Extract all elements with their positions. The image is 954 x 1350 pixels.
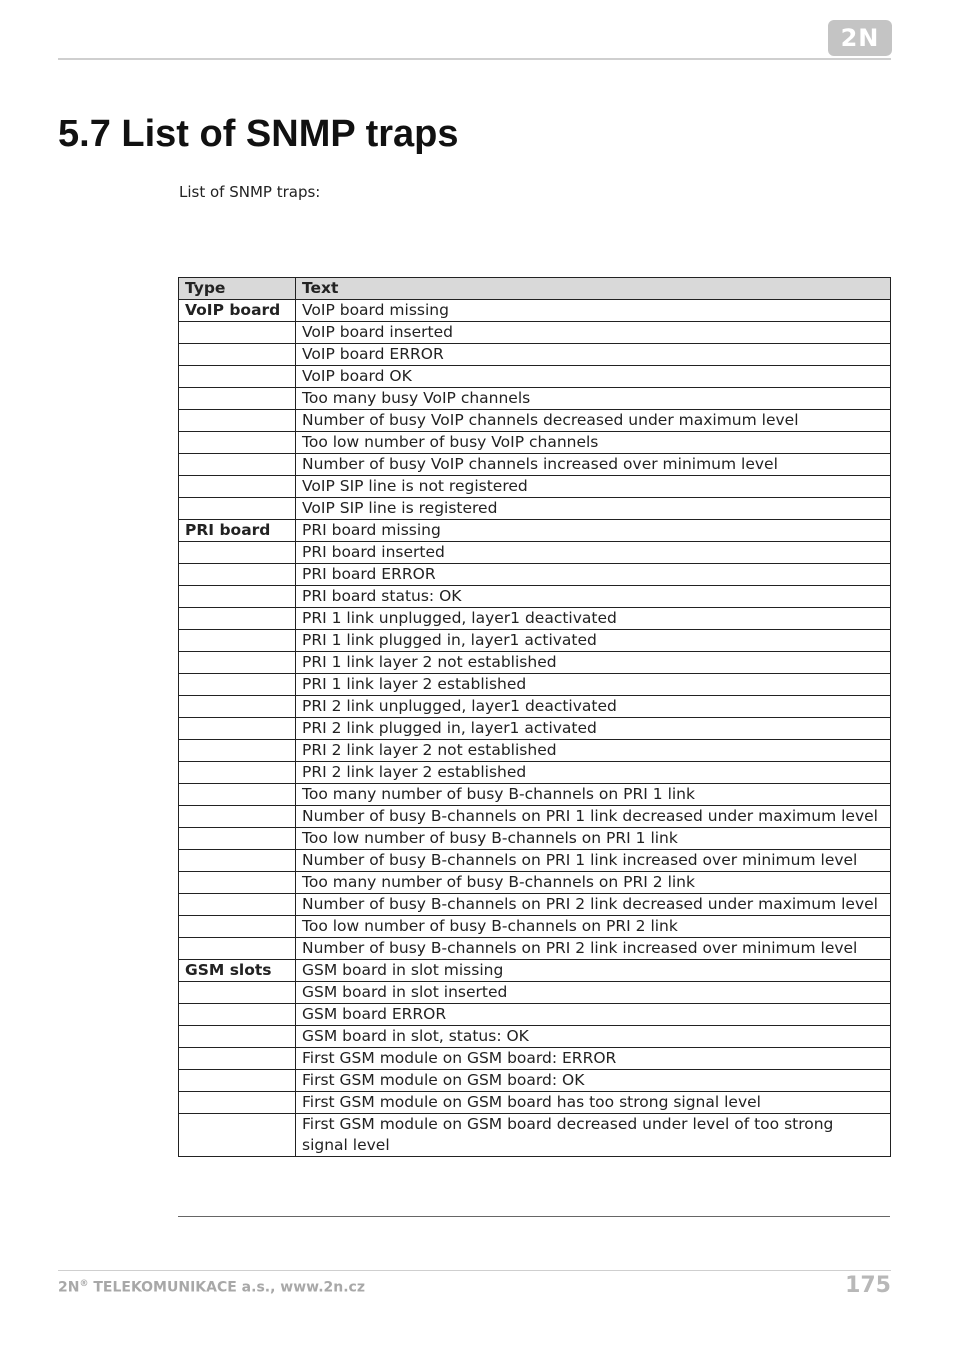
trap-text-cell: VoIP board inserted bbox=[296, 322, 891, 344]
table-row bbox=[179, 410, 891, 432]
trap-text-cell: PRI 1 link layer 2 established bbox=[296, 674, 891, 696]
table-row bbox=[179, 784, 891, 806]
type-cell: GSM slots bbox=[179, 960, 296, 982]
table-row bbox=[179, 1114, 891, 1157]
table-row bbox=[179, 740, 891, 762]
trap-text-cell: PRI board ERROR bbox=[296, 564, 891, 586]
trap-text-cell: VoIP board missing bbox=[296, 300, 891, 322]
table-row bbox=[179, 432, 891, 454]
type-cell bbox=[179, 674, 296, 696]
type-cell bbox=[179, 1004, 296, 1026]
type-cell bbox=[179, 454, 296, 476]
table-row bbox=[179, 982, 891, 1004]
table-row bbox=[179, 894, 891, 916]
trap-text-cell: PRI 2 link unplugged, layer1 deactivated bbox=[296, 696, 891, 718]
type-cell bbox=[179, 828, 296, 850]
trap-text-cell: First GSM module on GSM board has too strong signal level bbox=[296, 1092, 891, 1114]
type-cell bbox=[179, 586, 296, 608]
type-cell bbox=[179, 366, 296, 388]
table-header-row bbox=[179, 278, 891, 300]
type-cell bbox=[179, 630, 296, 652]
table-row bbox=[179, 762, 891, 784]
footer-company-prefix: 2N bbox=[58, 1279, 80, 1296]
table-row bbox=[179, 696, 891, 718]
type-cell bbox=[179, 432, 296, 454]
page-number: 175 bbox=[845, 1273, 891, 1298]
type-cell bbox=[179, 608, 296, 630]
type-cell bbox=[179, 388, 296, 410]
trap-text-cell: Too low number of busy VoIP channels bbox=[296, 432, 891, 454]
type-cell bbox=[179, 1048, 296, 1070]
type-cell bbox=[179, 784, 296, 806]
column-header-type: Type bbox=[179, 278, 296, 300]
table-row bbox=[179, 718, 891, 740]
type-cell bbox=[179, 762, 296, 784]
table-row bbox=[179, 300, 891, 322]
registered-mark: ® bbox=[79, 1279, 89, 1289]
trap-text-cell: First GSM module on GSM board: OK bbox=[296, 1070, 891, 1092]
type-cell bbox=[179, 344, 296, 366]
table-row bbox=[179, 872, 891, 894]
table-row bbox=[179, 586, 891, 608]
type-cell bbox=[179, 938, 296, 960]
intro-text: List of SNMP traps: bbox=[179, 183, 321, 201]
trap-text-cell: PRI 2 link layer 2 not established bbox=[296, 740, 891, 762]
type-cell bbox=[179, 806, 296, 828]
type-cell bbox=[179, 322, 296, 344]
trap-text-cell: VoIP SIP line is registered bbox=[296, 498, 891, 520]
table-row bbox=[179, 674, 891, 696]
type-cell: VoIP board bbox=[179, 300, 296, 322]
trap-text-cell: PRI board missing bbox=[296, 520, 891, 542]
table-row bbox=[179, 564, 891, 586]
trap-text-cell: GSM board ERROR bbox=[296, 1004, 891, 1026]
trap-text-cell: VoIP SIP line is not registered bbox=[296, 476, 891, 498]
type-cell bbox=[179, 542, 296, 564]
trap-text-cell: First GSM module on GSM board decreased under level of too strong signal level bbox=[296, 1114, 891, 1157]
type-cell bbox=[179, 1026, 296, 1048]
trap-text-cell: Number of busy VoIP channels decreased under maximum level bbox=[296, 410, 891, 432]
table-row bbox=[179, 388, 891, 410]
table-row bbox=[179, 850, 891, 872]
type-cell: PRI board bbox=[179, 520, 296, 542]
table-row bbox=[179, 344, 891, 366]
type-cell bbox=[179, 1070, 296, 1092]
trap-text-cell: Too many number of busy B-channels on PRI 1 link bbox=[296, 784, 891, 806]
type-cell bbox=[179, 410, 296, 432]
type-cell bbox=[179, 740, 296, 762]
type-cell bbox=[179, 476, 296, 498]
page-title: 5.7 List of SNMP traps bbox=[58, 113, 459, 155]
type-cell bbox=[179, 850, 296, 872]
trap-text-cell: Number of busy B-channels on PRI 2 link increased over minimum level bbox=[296, 938, 891, 960]
trap-text-cell: PRI board status: OK bbox=[296, 586, 891, 608]
trap-text-cell: Too low number of busy B-channels on PRI 1 link bbox=[296, 828, 891, 850]
table-row bbox=[179, 828, 891, 850]
table-body bbox=[179, 300, 891, 1157]
table-row bbox=[179, 1026, 891, 1048]
type-cell bbox=[179, 696, 296, 718]
type-cell bbox=[179, 894, 296, 916]
type-cell bbox=[179, 1114, 296, 1157]
type-cell bbox=[179, 718, 296, 740]
table-row bbox=[179, 938, 891, 960]
trap-text-cell: PRI 2 link plugged in, layer1 activated bbox=[296, 718, 891, 740]
type-cell bbox=[179, 872, 296, 894]
type-cell bbox=[179, 982, 296, 1004]
table-row bbox=[179, 608, 891, 630]
snmp-traps-table bbox=[178, 277, 891, 1157]
trap-text-cell: PRI 2 link layer 2 established bbox=[296, 762, 891, 784]
table-row bbox=[179, 454, 891, 476]
trap-text-cell: Too many number of busy B-channels on PRI 2 link bbox=[296, 872, 891, 894]
footer-company bbox=[58, 1279, 365, 1296]
trap-text-cell: Too many busy VoIP channels bbox=[296, 388, 891, 410]
trap-text-cell: Number of busy B-channels on PRI 1 link decreased under maximum level bbox=[296, 806, 891, 828]
type-cell bbox=[179, 916, 296, 938]
trap-text-cell: PRI board inserted bbox=[296, 542, 891, 564]
trap-text-cell: Number of busy B-channels on PRI 1 link increased over minimum level bbox=[296, 850, 891, 872]
trap-text-cell: VoIP board ERROR bbox=[296, 344, 891, 366]
trap-text-cell: First GSM module on GSM board: ERROR bbox=[296, 1048, 891, 1070]
type-cell bbox=[179, 564, 296, 586]
table-row bbox=[179, 542, 891, 564]
table-row bbox=[179, 1004, 891, 1026]
footer-company-rest: TELEKOMUNIKACE a.s., www.2n.cz bbox=[88, 1279, 365, 1296]
table-row bbox=[179, 630, 891, 652]
column-header-text: Text bbox=[296, 278, 891, 300]
trap-text-cell: Number of busy B-channels on PRI 2 link decreased under maximum level bbox=[296, 894, 891, 916]
type-cell bbox=[179, 652, 296, 674]
type-cell bbox=[179, 498, 296, 520]
trap-text-cell: GSM board in slot missing bbox=[296, 960, 891, 982]
table-row bbox=[179, 806, 891, 828]
table-row bbox=[179, 322, 891, 344]
table-row bbox=[179, 366, 891, 388]
trap-text-cell: PRI 1 link layer 2 not established bbox=[296, 652, 891, 674]
table-row bbox=[179, 498, 891, 520]
type-cell bbox=[179, 1092, 296, 1114]
header-divider bbox=[58, 58, 891, 60]
trap-text-cell: PRI 1 link plugged in, layer1 activated bbox=[296, 630, 891, 652]
table-row bbox=[179, 916, 891, 938]
trap-text-cell: GSM board in slot, status: OK bbox=[296, 1026, 891, 1048]
table-row bbox=[179, 1070, 891, 1092]
table-row bbox=[179, 520, 891, 542]
trap-text-cell: Too low number of busy B-channels on PRI 2 link bbox=[296, 916, 891, 938]
trap-text-cell: GSM board in slot inserted bbox=[296, 982, 891, 1004]
trap-text-cell: Number of busy VoIP channels increased over minimum level bbox=[296, 454, 891, 476]
table-row bbox=[179, 476, 891, 498]
table-row bbox=[179, 1092, 891, 1114]
company-logo: 2N bbox=[828, 20, 892, 56]
table-row bbox=[179, 652, 891, 674]
footer-divider bbox=[58, 1270, 891, 1271]
table-row bbox=[179, 1048, 891, 1070]
trap-text-cell: VoIP board OK bbox=[296, 366, 891, 388]
content-end-divider bbox=[178, 1216, 890, 1217]
trap-text-cell: PRI 1 link unplugged, layer1 deactivated bbox=[296, 608, 891, 630]
table-row bbox=[179, 960, 891, 982]
